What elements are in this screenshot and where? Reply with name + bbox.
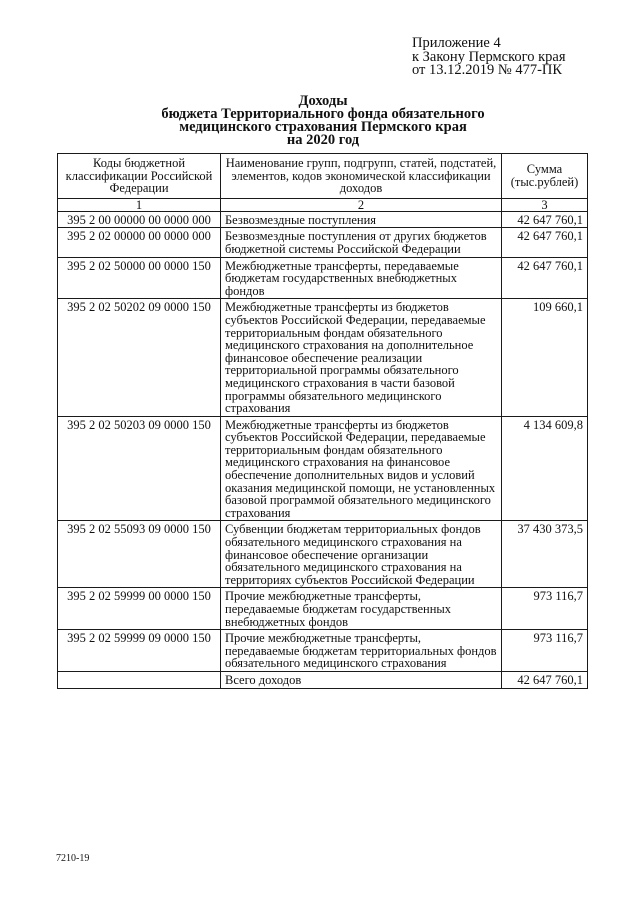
column-number-row — [58, 198, 588, 211]
total-sum: 42 647 760,1 — [502, 671, 588, 688]
row-code: 395 2 02 55093 09 0000 150 — [58, 521, 221, 588]
title-line-4: на 2020 год — [286, 132, 360, 148]
row-sum: 4 134 609,8 — [502, 416, 588, 521]
income-table — [57, 153, 588, 689]
row-name: Безвозмездные поступления — [221, 211, 502, 228]
table-row — [58, 257, 588, 299]
appendix-header — [412, 37, 566, 78]
document-code: 7210-19 — [56, 853, 90, 864]
row-code: 395 2 02 00000 00 0000 000 — [58, 228, 221, 257]
table-row — [58, 211, 588, 228]
column-number: 3 — [502, 198, 588, 211]
header-name: Наименование групп, подгрупп, статей, подстатей, элементов, кодов экономической классификации доходов — [221, 154, 502, 199]
row-sum: 973 116,7 — [502, 588, 588, 630]
table-header-row — [58, 154, 588, 199]
total-code — [58, 671, 221, 688]
row-name: Межбюджетные трансферты, передаваемые бюджетам государственных внебюджетных фондов — [221, 257, 502, 299]
title-line-2: бюджета Территориального фонда обязательного — [161, 106, 485, 122]
row-code: 395 2 00 00000 00 0000 000 — [58, 211, 221, 228]
row-name: Межбюджетные трансферты из бюджетов субъектов Российской Федерации, передаваемые территориальным фондам обязательного медицинского страхования на дополнительное финансовое обеспечение реализации территориальной программы обязательного медицинского страхования в части базовой программы обязательного медицинского страхования — [221, 299, 502, 416]
row-code: 395 2 02 59999 09 0000 150 — [58, 630, 221, 672]
total-label: Всего доходов — [221, 671, 502, 688]
row-sum: 37 430 373,5 — [502, 521, 588, 588]
table-row — [58, 228, 588, 257]
header-sum: Сумма (тыс.рублей) — [502, 154, 588, 199]
table-row — [58, 521, 588, 588]
row-name: Прочие межбюджетные трансферты, передаваемые бюджетам территориальных фондов обязательного медицинского страхования — [221, 630, 502, 672]
header-code: Коды бюджетной классификации Российской Федерации — [58, 154, 221, 199]
column-number: 2 — [221, 198, 502, 211]
title-line-3: медицинского страхования Пермского края — [179, 119, 467, 135]
row-sum: 42 647 760,1 — [502, 257, 588, 299]
table-row — [58, 299, 588, 416]
row-sum: 42 647 760,1 — [502, 228, 588, 257]
appendix-line-3: от 13.12.2019 № 477-ПК — [412, 62, 563, 78]
row-code: 395 2 02 50000 00 0000 150 — [58, 257, 221, 299]
table-row — [58, 630, 588, 672]
table-row — [58, 588, 588, 630]
row-code: 395 2 02 50203 09 0000 150 — [58, 416, 221, 521]
row-name: Межбюджетные трансферты из бюджетов субъектов Российской Федерации, передаваемые территориальным фондам обязательного медицинского страхования на финансовое обеспечение дополнительных видов и условий оказания медицинской помощи, не установленных базовой программой обязательного медицинского страхования — [221, 416, 502, 521]
row-code: 395 2 02 59999 00 0000 150 — [58, 588, 221, 630]
appendix-line-2: к Закону Пермского края — [412, 48, 566, 65]
row-name: Безвозмездные поступления от других бюджетов бюджетной системы Российской Федерации — [221, 228, 502, 257]
row-name: Субвенции бюджетам территориальных фондов обязательного медицинского страхования на финансовое обеспечение организации обязательного медицинского страхования на территориях субъектов Российской Федерации — [221, 521, 502, 588]
total-row — [58, 671, 588, 688]
table-row — [58, 416, 588, 521]
document-title — [100, 95, 546, 147]
appendix-line-1: Приложение 4 — [412, 35, 501, 51]
row-sum: 42 647 760,1 — [502, 211, 588, 228]
row-sum: 973 116,7 — [502, 630, 588, 672]
row-name: Прочие межбюджетные трансферты, передаваемые бюджетам государственных внебюджетных фондов — [221, 588, 502, 630]
column-number: 1 — [58, 198, 221, 211]
row-code: 395 2 02 50202 09 0000 150 — [58, 299, 221, 416]
row-sum: 109 660,1 — [502, 299, 588, 416]
title-line-1: Доходы — [298, 93, 348, 109]
